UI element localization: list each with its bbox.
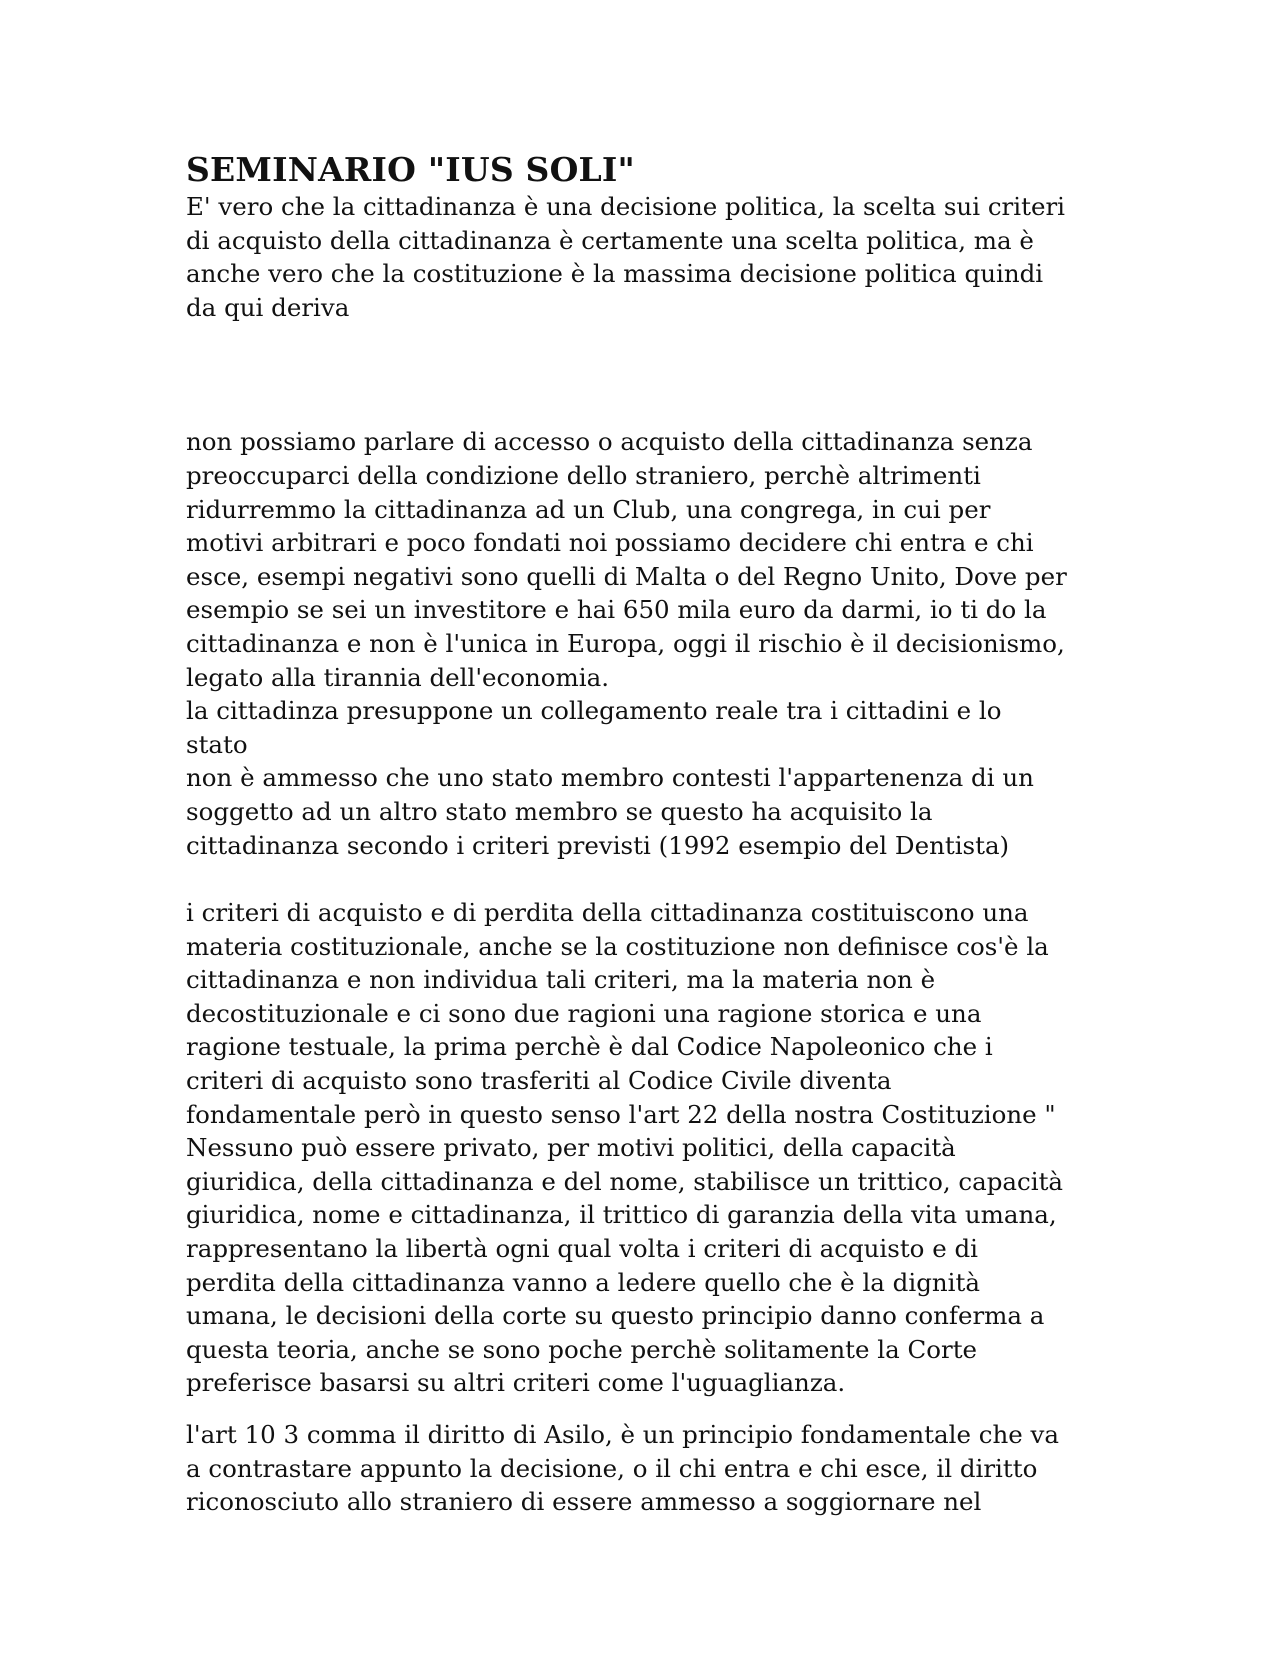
blank-line [186, 862, 1116, 896]
paragraph-foreigner-condition: non possiamo parlare di accesso o acquisto della cittadinanza senza preoccuparci della condizione dello straniero, perchè altrimenti ridurremmo la cittadinanza ad un Club, una congrega, in cui per motivi arbitrari e poco fondati noi possiamo decidere chi entra e chi esce, esempi negativi sono quelli di Malta o del Regno Unito, Dove per esempio se sei un investitore e hai 650 mila euro da darmi, io ti do la cittadinanza e non è l'unica in Europa, oggi il rischio è il decisionismo, legato alla tirannia dell'economia. [186, 427, 1067, 692]
document-body [186, 150, 1116, 1519]
paragraph-spacing [186, 1400, 1116, 1418]
document-title: SEMINARIO "IUS SOLI" [186, 150, 635, 189]
paragraph-intro: E' vero che la cittadinanza è una decisione politica, la scelta sui criteri di acquisto della cittadinanza è certamente una scelta politica, ma è anche vero che la costituzione è la massima decisione politica quindi da qui deriva [186, 192, 1065, 322]
paragraph-real-link: la cittadinza presuppone un collegamento reale tra i cittadini e lo stato [186, 696, 1002, 759]
paragraph-member-state: non è ammesso che uno stato membro contesti l'appartenenza di un soggetto ad un altro stato membro se questo ha acquisito la cittadinanza secondo i criteri previsti (1992 esempio del Dentista) [186, 763, 1034, 860]
blank-space [186, 324, 1116, 425]
paragraph-constitutional-matter: i criteri di acquisto e di perdita della cittadinanza costituiscono una materia costituzionale, anche se la costituzione non definisce cos'è la cittadinanza e non individua tali criteri, ma la materia non è decostituzionale e ci sono due ragioni una ragione storica e una ragione testuale, la prima perchè è dal Codice Napoleonico che i criteri di acquisto sono trasferiti al Codice Civile diventa fondamentale però in questo senso l'art 22 della nostra Costituzione " Nessuno può essere privato, per motivi politici, della capacità giuridica, della cittadinanza e del nome, stabilisce un trittico, capacità giuridica, nome e cittadinanza, il trittico di garanzia della vita umana, rappresentano la libertà ogni qual volta i criteri di acquisto e di perdita della cittadinanza vanno a ledere quello che è la dignità umana, le decisioni della corte su questo principio danno conferma a questa teoria, anche se sono poche perchè solitamente la Corte preferisce basarsi su altri criteri come l'uguaglianza. [186, 898, 1064, 1398]
paragraph-asylum-right: l'art 10 3 comma il diritto di Asilo, è un principio fondamentale che va a contrastare appunto la decisione, o il chi entra e chi esce, il diritto riconosciuto allo straniero di essere ammesso a soggiornare nel [186, 1420, 1059, 1517]
